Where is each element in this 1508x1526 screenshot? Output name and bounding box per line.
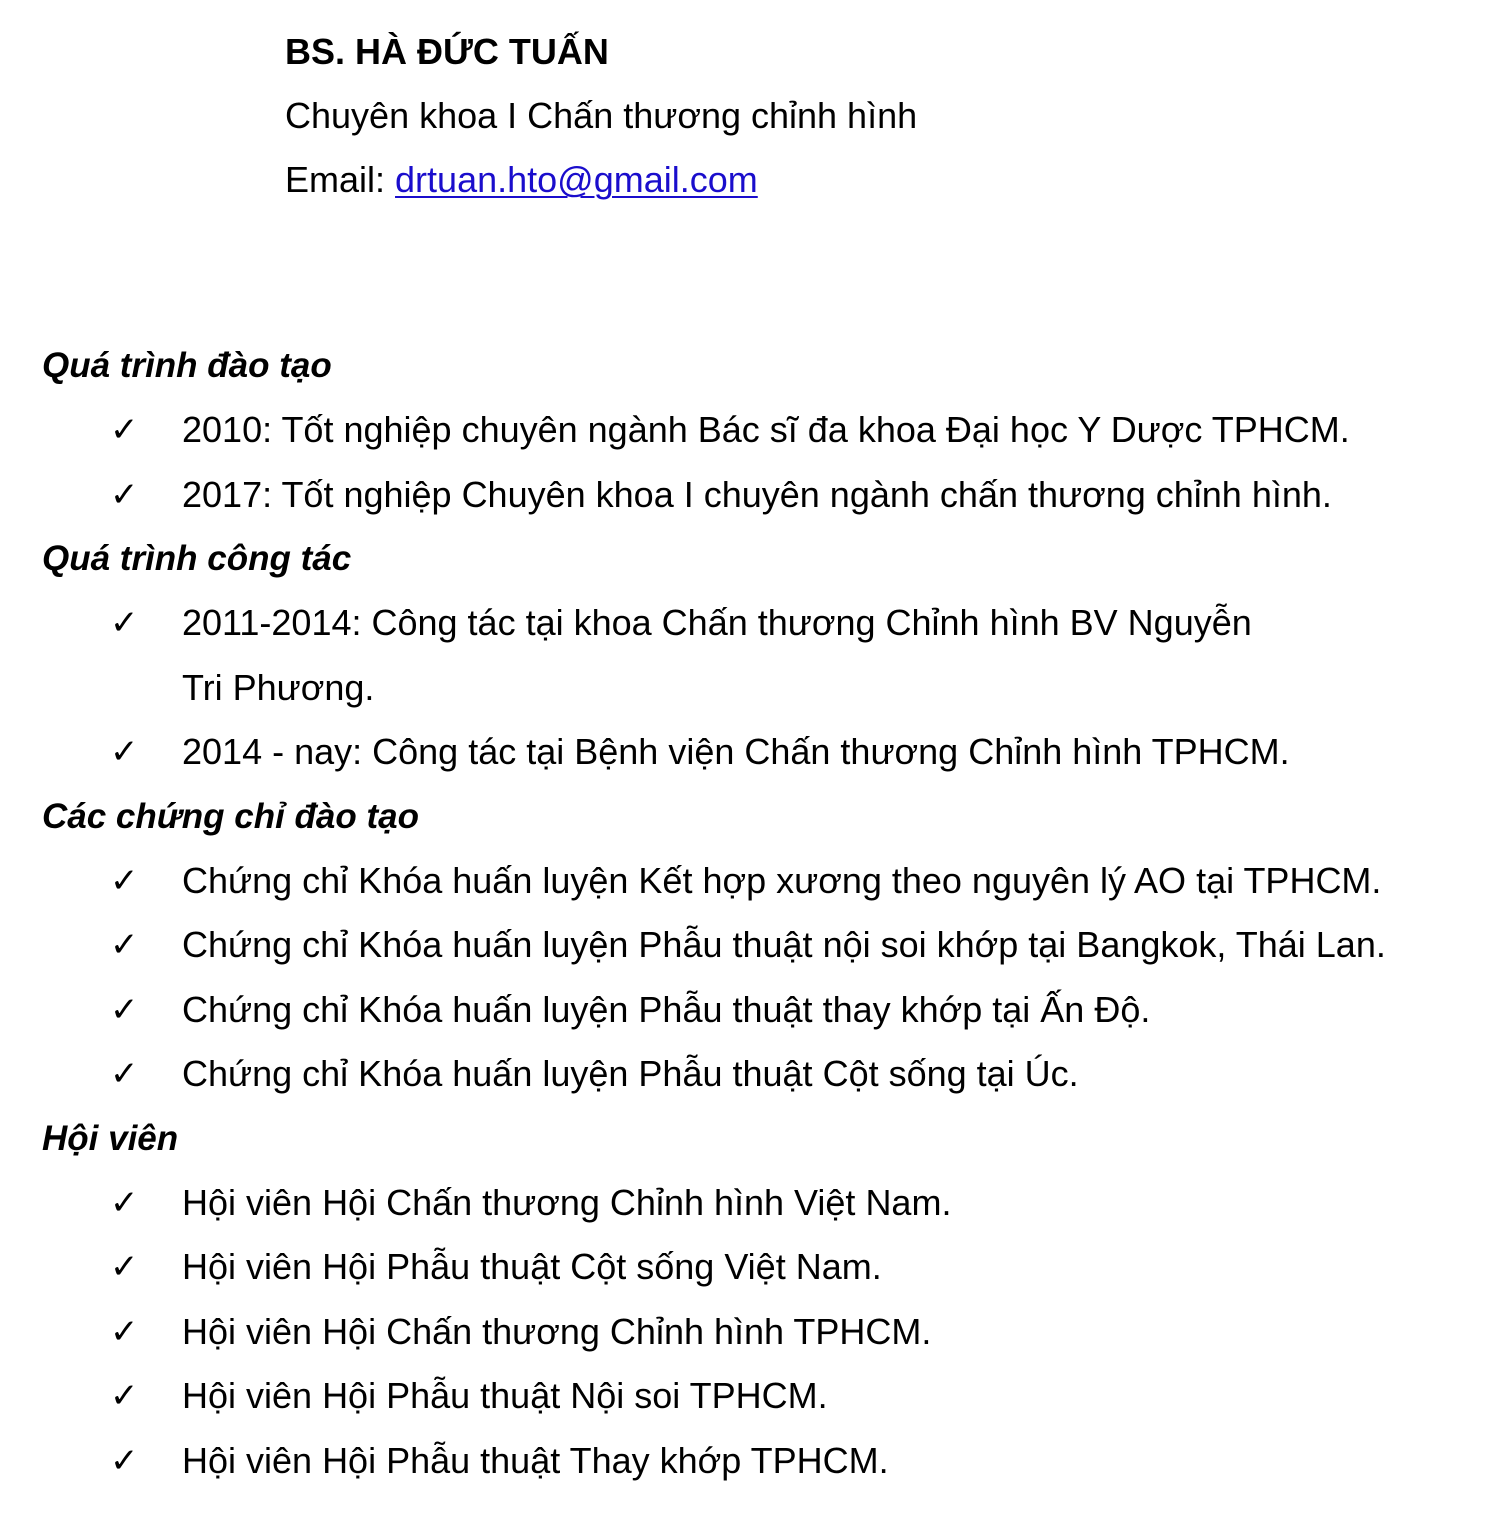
list-item: [42, 398, 1482, 463]
list-item: [42, 720, 1482, 785]
checkmark-icon: ✓: [110, 732, 139, 772]
list-item: [42, 1171, 1482, 1236]
list-item: [42, 913, 1482, 978]
list-item-text: 2014 - nay: Công tác tại Bệnh viện Chấn thương Chỉnh hình TPHCM.: [182, 731, 1290, 772]
checkmark-icon: ✓: [110, 860, 139, 901]
doctor-header: [285, 20, 917, 212]
list-item: [42, 463, 1482, 528]
doctor-specialty: Chuyên khoa I Chấn thương chỉnh hình: [285, 95, 918, 136]
list-item-text: Chứng chỉ Khóa huấn luyện Phẫu thuật Cột sống tại Úc.: [182, 1053, 1079, 1094]
email-label: Email:: [285, 159, 396, 200]
section-title: Các chứng chỉ đào tạo: [42, 796, 419, 836]
email-link[interactable]: drtuan.hto@gmail.com: [395, 159, 758, 200]
list-item-text: Chứng chỉ Khóa huấn luyện Phẫu thuật thay khớp tại Ấn Độ.: [182, 988, 1151, 1030]
doctor-name: BS. HÀ ĐỨC TUẤN: [285, 31, 609, 72]
section-title: Quá trình công tác: [42, 539, 352, 578]
checkmark-icon: ✓: [110, 603, 139, 643]
list-item: [42, 1364, 1482, 1429]
checkmark-icon: ✓: [110, 1182, 139, 1223]
checkmark-icon: ✓: [110, 989, 139, 1030]
checkmark-icon: ✓: [110, 1247, 139, 1287]
checkmark-icon: ✓: [110, 474, 139, 515]
list-item-text: Hội viên Hội Chấn thương Chỉnh hình TPHCM.: [182, 1310, 932, 1352]
checkmark-icon: ✓: [110, 1311, 139, 1352]
section-title: Quá trình đào tạo: [42, 346, 332, 385]
section-title: Hội viên: [42, 1118, 179, 1158]
list-item-text: 2011-2014: Công tác tại khoa Chấn thương Chỉnh hình BV Nguyễn Tri Phương.: [182, 602, 1252, 708]
list-item: [42, 1429, 1482, 1494]
list-item: [42, 591, 1252, 720]
checkmark-icon: ✓: [110, 410, 139, 450]
list-item-text: Hội viên Hội Phẫu thuật Thay khớp TPHCM.: [182, 1439, 889, 1481]
section-memberships: [42, 1107, 1482, 1494]
list-item-text: Hội viên Hội Phẫu thuật Nội soi TPHCM.: [182, 1375, 828, 1416]
checkmark-icon: ✓: [110, 925, 139, 965]
list-item: [42, 978, 1482, 1043]
checkmark-icon: ✓: [110, 1376, 139, 1416]
checkmark-icon: ✓: [110, 1054, 139, 1094]
section-education: [42, 334, 1482, 527]
list-item-text: 2017: Tốt nghiệp Chuyên khoa I chuyên ngành chấn thương chỉnh hình.: [182, 473, 1332, 515]
list-item: [42, 1300, 1482, 1365]
list-item-text: Hội viên Hội Phẫu thuật Cột sống Việt Nam.: [182, 1246, 882, 1287]
list-item: [42, 1042, 1482, 1107]
cv-sections: [42, 334, 1482, 1493]
email-line: [285, 148, 917, 212]
section-certificates: [42, 785, 1482, 1107]
checkmark-icon: ✓: [110, 1440, 139, 1481]
list-item-text: Chứng chỉ Khóa huấn luyện Phẫu thuật nội soi khớp tại Bangkok, Thái Lan.: [182, 924, 1386, 965]
list-item-text: Hội viên Hội Chấn thương Chỉnh hình Việt Nam.: [182, 1181, 952, 1223]
list-item-text: 2010: Tốt nghiệp chuyên ngành Bác sĩ đa khoa Đại học Y Dược TPHCM.: [182, 409, 1350, 450]
section-work-history: [42, 527, 1482, 785]
list-item: [42, 1235, 1482, 1300]
list-item: [42, 849, 1482, 914]
list-item-text: Chứng chỉ Khóa huấn luyện Kết hợp xương theo nguyên lý AO tại TPHCM.: [182, 859, 1382, 901]
